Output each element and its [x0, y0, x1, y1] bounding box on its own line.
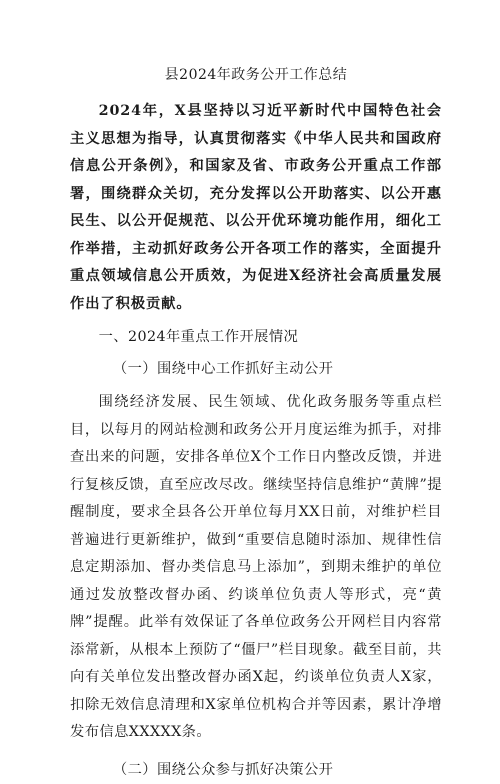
subsection-heading-1: （一）围绕中心工作抓好主动公开	[70, 356, 442, 384]
document-title: 县2024年政务公开工作总结	[70, 66, 442, 84]
intro-paragraph: 2024年，X县坚持以习近平新时代中国特色社会主义思想为指导，认真贯彻落实《中华人民共和国政府信息公开条例》，和国家及省、市政务公开重点工作部署，围绕群众关切，充分发挥以公开助落实、以公开惠民生、以公开促规范、以公开优环境功能作用，细化工作举措，主动抓好政务公开各项工作的落实，全面提升重点领域信息公开质效，为促进X经济社会高质量发展作出了积极贡献。	[70, 98, 442, 318]
subsection-heading-2: （二）围绕公众参与抓好决策公开	[70, 757, 442, 784]
subsection-body-1: 围绕经济发展、民生领域、优化政务服务等重点栏目，以每月的网站检测和政务公开月度运维为抓手，对排查出来的问题，安排各单位X个工作日内整改反馈，并进行复核反馈，直至应改尽改。继续坚持信息维护“黄牌”提醒制度，要求全县各公开单位每月XX日前，对维护栏目普遍进行更新维护，做到“重要信息随时添加、规律性信息定期添加、督办类信息马上添加”，到期未维护的单位通过发放整改督办函、约谈单位负责人等形式，亮“黄牌”提醒。此举有效保证了各单位政务公开网栏目内容常添常新，从根本上预防了“僵尸”栏目现象。截至目前，共向有关单位发出整改督办函X起，约谈单位负责人X家，扣除无效信息清理和X家单位机构合并等因素，累计净增发布信息XXXXX条。	[70, 389, 442, 747]
section-heading-1: 一、2024年重点工作开展情况	[70, 324, 442, 352]
